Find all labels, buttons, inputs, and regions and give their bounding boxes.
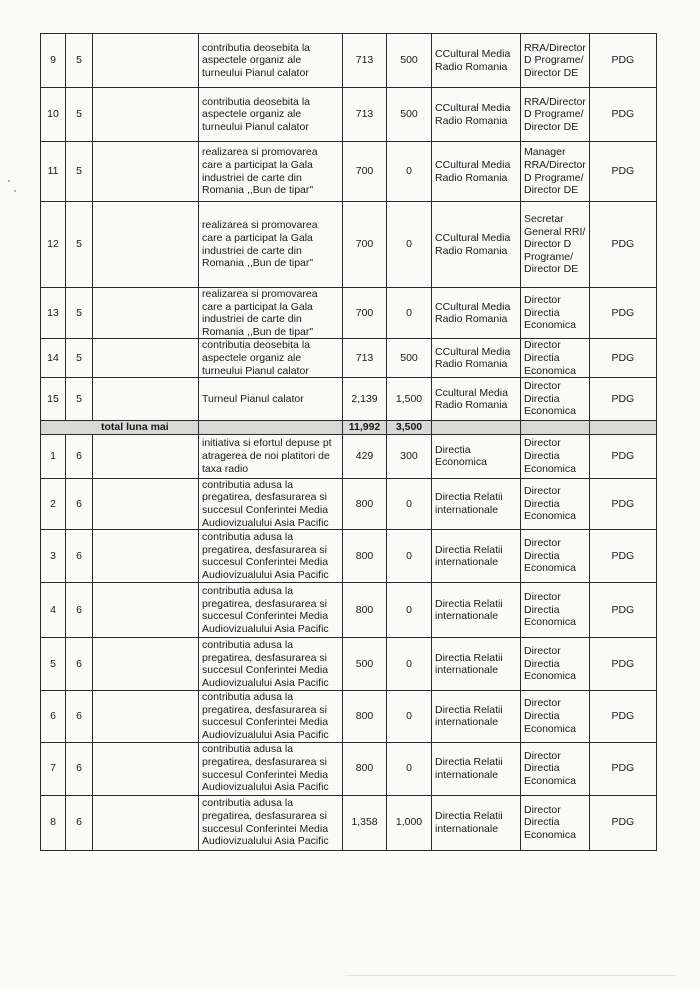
reason: contributia adusa la pregatirea, desfasurarea si succesul Conferintei Media Audiovizualului Asia Pacific [199,691,343,742]
row-number: 3 [41,530,66,583]
amount-approved: 0 [387,742,432,795]
amount-proposed: 500 [343,638,387,691]
amount-approved: 0 [387,202,432,288]
amount-approved: 500 [387,339,432,378]
amount-proposed: 800 [343,530,387,583]
table-row [41,378,657,421]
table-row [41,34,657,88]
amount-proposed: 713 [343,88,387,142]
row-number: 8 [41,795,66,850]
amount-approved: 0 [387,478,432,529]
endorsed-by: Director Directia Economica [521,378,590,421]
reason: realizarea si promovarea care a participat la Gala industriei de carte din Romania ,,Bun de tipar" [199,288,343,339]
reason: contributia adusa la pregatirea, desfasurarea si succesul Conferintei Media Audiovizualului Asia Pacific [199,530,343,583]
month: 6 [66,530,93,583]
amount-approved: 500 [387,88,432,142]
amount-approved: 0 [387,691,432,742]
scan-speck [14,190,16,192]
month: 6 [66,638,93,691]
blank-cell [93,691,199,742]
blank-cell [93,478,199,529]
table-row [41,583,657,638]
endorsed-by: Manager RRA/Director D Programe/ Director DE [521,142,590,202]
month: 5 [66,34,93,88]
amount-approved: 300 [387,434,432,478]
blank-cell [93,288,199,339]
row-number: 10 [41,88,66,142]
scan-edge-line [345,975,675,976]
amount-proposed: 800 [343,583,387,638]
endorsed-by: Director Directia Economica [521,434,590,478]
endorsed-by: Director Directia Economica [521,638,590,691]
blank-cell [93,34,199,88]
amount-approved: 500 [387,34,432,88]
department: Directia Relatii internationale [432,742,521,795]
total-blank-pdg [589,421,656,435]
amount-proposed: 713 [343,339,387,378]
endorsed-by: Director Directia Economica [521,530,590,583]
approved-by: PDG [589,638,656,691]
table-row [41,202,657,288]
row-number: 4 [41,583,66,638]
amount-proposed: 1,358 [343,795,387,850]
amount-proposed: 800 [343,742,387,795]
endorsed-by: RRA/Director D Programe/ Director DE [521,88,590,142]
table-row [41,88,657,142]
department: Ccultural Media Radio Romania [432,378,521,421]
department: CCultural Media Radio Romania [432,34,521,88]
blank-cell [93,339,199,378]
endorsed-by: Director Directia Economica [521,795,590,850]
total-suma2: 3,500 [387,421,432,435]
row-number: 12 [41,202,66,288]
amount-proposed: 2,139 [343,378,387,421]
amount-proposed: 713 [343,34,387,88]
approved-by: PDG [589,378,656,421]
month: 6 [66,583,93,638]
reason: realizarea si promovarea care a participat la Gala industriei de carte din Romania ,,Bun de tipar" [199,202,343,288]
amount-approved: 0 [387,288,432,339]
total-blank-avz [521,421,590,435]
department: CCultural Media Radio Romania [432,288,521,339]
month: 6 [66,478,93,529]
reason: contributia deosebita la aspectele organiz ale turneului Pianul calator [199,34,343,88]
row-number: 9 [41,34,66,88]
approved-by: PDG [589,478,656,529]
reason: contributia deosebita la aspectele organiz ale turneului Pianul calator [199,339,343,378]
total-blank-dir [432,421,521,435]
blank-cell [93,742,199,795]
blank-cell [93,638,199,691]
month: 6 [66,434,93,478]
reason: initiativa si efortul depuse pt atragerea de noi platitori de taxa radio [199,434,343,478]
blank-cell [93,88,199,142]
approved-by: PDG [589,691,656,742]
amount-approved: 1,500 [387,378,432,421]
endorsed-by: Director Directia Economica [521,288,590,339]
month: 5 [66,88,93,142]
row-number: 14 [41,339,66,378]
endorsed-by: Secretar General RRI/ Director D Programe/ Director DE [521,202,590,288]
amount-approved: 1,000 [387,795,432,850]
amount-proposed: 700 [343,142,387,202]
total-label: total luna mai [41,421,199,435]
amount-approved: 0 [387,530,432,583]
table-row [41,339,657,378]
row-number: 13 [41,288,66,339]
month: 5 [66,142,93,202]
department: CCultural Media Radio Romania [432,339,521,378]
department: CCultural Media Radio Romania [432,88,521,142]
blank-cell [93,378,199,421]
blank-cell [93,795,199,850]
endorsed-by: Director Directia Economica [521,742,590,795]
month: 5 [66,288,93,339]
month: 6 [66,691,93,742]
amount-approved: 0 [387,583,432,638]
scan-speck [8,180,10,182]
total-may [41,421,657,435]
department: CCultural Media Radio Romania [432,202,521,288]
amount-approved: 0 [387,142,432,202]
reason: Turneul Pianul calator [199,378,343,421]
month: 5 [66,202,93,288]
total-spacer [199,421,343,435]
month: 6 [66,742,93,795]
table-row [41,478,657,529]
amount-proposed: 800 [343,691,387,742]
reason: contributia adusa la pregatirea, desfasurarea si succesul Conferintei Media Audiovizualului Asia Pacific [199,583,343,638]
total-suma1: 11,992 [343,421,387,435]
table-row [41,638,657,691]
approved-by: PDG [589,339,656,378]
reason: contributia adusa la pregatirea, desfasurarea si succesul Conferintei Media Audiovizualului Asia Pacific [199,478,343,529]
department: Directia Relatii internationale [432,691,521,742]
table-row [41,742,657,795]
endorsed-by: Director Directia Economica [521,583,590,638]
amount-proposed: 800 [343,478,387,529]
table-row [41,530,657,583]
month: 5 [66,339,93,378]
approved-by: PDG [589,742,656,795]
reason: contributia deosebita la aspectele organiz ale turneului Pianul calator [199,88,343,142]
endorsed-by: Director Directia Economica [521,478,590,529]
reason: contributia adusa la pregatirea, desfasurarea si succesul Conferintei Media Audiovizualului Asia Pacific [199,638,343,691]
table-row [41,142,657,202]
approved-by: PDG [589,434,656,478]
blank-cell [93,434,199,478]
approved-by: PDG [589,142,656,202]
month: 5 [66,378,93,421]
amount-approved: 0 [387,638,432,691]
department: Directia Relatii internationale [432,795,521,850]
approved-by: PDG [589,583,656,638]
department: Directia Relatii internationale [432,478,521,529]
row-number: 5 [41,638,66,691]
department: Directia Economica [432,434,521,478]
approved-by: PDG [589,795,656,850]
row-number: 15 [41,378,66,421]
amount-proposed: 700 [343,288,387,339]
table-row [41,795,657,850]
row-number: 2 [41,478,66,529]
table-row [41,691,657,742]
endorsed-by: Director Directia Economica [521,691,590,742]
total-row [41,421,657,435]
approved-by: PDG [589,530,656,583]
row-number: 6 [41,691,66,742]
department: Directia Relatii internationale [432,638,521,691]
rows-june [41,434,657,850]
row-number: 7 [41,742,66,795]
approved-by: PDG [589,88,656,142]
endorsed-by: RRA/Director D Programe/ Director DE [521,34,590,88]
table-row [41,288,657,339]
approved-by: PDG [589,34,656,88]
reason: contributia adusa la pregatirea, desfasurarea si succesul Conferintei Media Audiovizualului Asia Pacific [199,742,343,795]
department: Directia Relatii internationale [432,530,521,583]
amount-proposed: 429 [343,434,387,478]
bonus-table [40,33,657,851]
blank-cell [93,530,199,583]
department: Directia Relatii internationale [432,583,521,638]
blank-cell [93,142,199,202]
approved-by: PDG [589,202,656,288]
blank-cell [93,202,199,288]
blank-cell [93,583,199,638]
row-number: 11 [41,142,66,202]
amount-proposed: 700 [343,202,387,288]
row-number: 1 [41,434,66,478]
endorsed-by: Director Directia Economica [521,339,590,378]
reason: contributia adusa la pregatirea, desfasurarea si succesul Conferintei Media Audiovizualului Asia Pacific [199,795,343,850]
table-row [41,434,657,478]
month: 6 [66,795,93,850]
department: CCultural Media Radio Romania [432,142,521,202]
rows-may [41,34,657,421]
reason: realizarea si promovarea care a participat la Gala industriei de carte din Romania ,,Bun de tipar" [199,142,343,202]
approved-by: PDG [589,288,656,339]
